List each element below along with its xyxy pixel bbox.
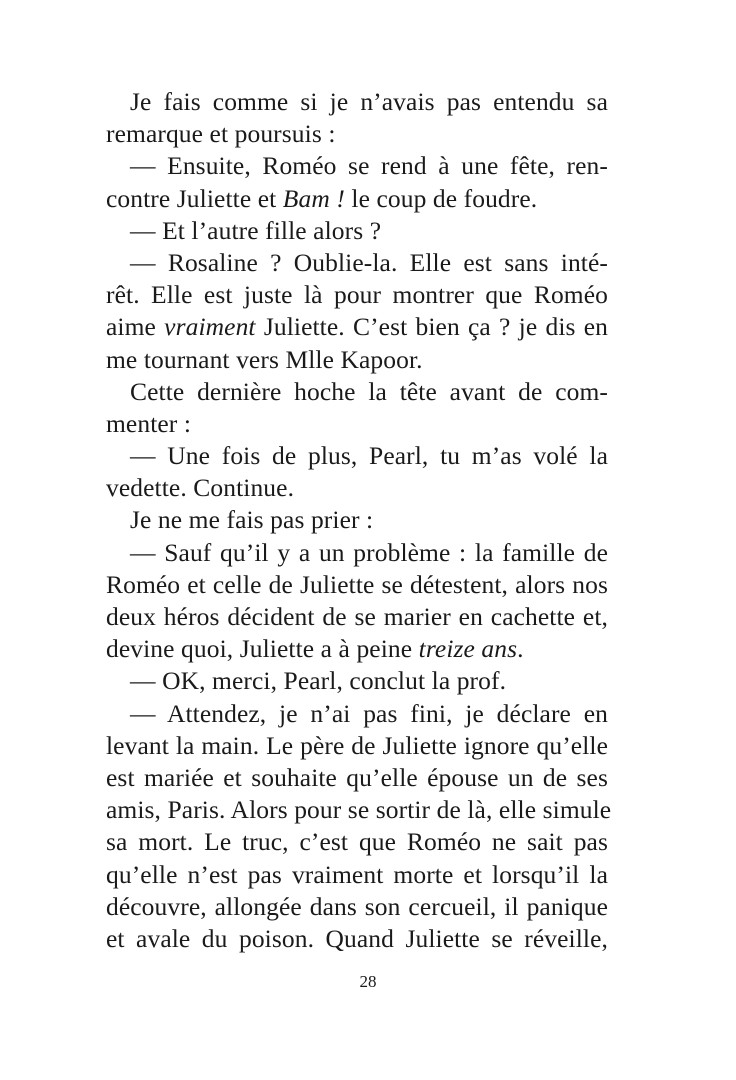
body-text (106, 86, 612, 955)
text-line: découvre, allongée dans son cercueil, il panique (106, 891, 608, 921)
text-line: deux héros décident de se marier en cachette et, (106, 602, 608, 631)
text-segment: aime (106, 312, 165, 342)
text-line: — OK, merci, Pearl, conclut la prof. (130, 666, 507, 696)
text-line (106, 183, 608, 215)
text-line: Cette dernière hoche la tête avant de com- (130, 376, 608, 406)
text-line: rêt. Elle est juste là pour montrer que Roméo (106, 280, 608, 310)
text-line: Je fais comme si je n’avais pas entendu sa (130, 87, 608, 116)
text-segment: devine quoi, Juliette a à peine (106, 634, 419, 664)
text-line: — Rosaline ? Oublie-la. Elle est sans inté- (130, 247, 608, 277)
text-line: Je ne me fais pas prier : (130, 505, 374, 535)
text-segment: contre Juliette et (106, 183, 283, 213)
page-number: 28 (359, 972, 377, 991)
text-line: — Une fois de plus, Pearl, tu m’as volé la (130, 441, 608, 471)
text-line: — Sauf qu’il y a un problème : la famille de (130, 537, 608, 567)
text-line (106, 633, 608, 665)
text-line: et avale du poison. Quand Juliette se réveille, (106, 923, 608, 953)
text-line: est mariée et souhaite qu’elle épouse un de ses (106, 762, 608, 792)
text-segment: . (517, 634, 524, 664)
text-line: remarque et poursuis : (106, 119, 336, 149)
text-line: menter : (106, 408, 192, 438)
text-line: amis, Paris. Alors pour se sortir de là, elle simule (106, 795, 612, 825)
text-segment: le coup de foudre. (344, 183, 538, 213)
text-line: qu’elle n’est pas vraiment morte et lorsqu’il la (106, 859, 608, 889)
italic-text: Bam ! (282, 183, 345, 213)
text-line: levant la main. Le père de Juliette ignore qu’elle (106, 730, 608, 760)
text-line (106, 311, 608, 343)
italic-text: treize ans (418, 634, 518, 664)
text-line: vedette. Continue. (106, 473, 295, 503)
italic-text: vraiment (164, 312, 256, 342)
text-line: — Ensuite, Roméo se rend à une fête, ren- (130, 151, 608, 181)
text-line: — Et l’autre fille alors ? (130, 215, 382, 245)
text-line: Roméo et celle de Juliette se détestent, alors nos (106, 569, 608, 599)
text-line: me tournant vers Mlle Kapoor. (106, 344, 423, 374)
text-line: sa mort. Le truc, c’est que Roméo ne sait pas (106, 827, 608, 857)
text-line: — Attendez, je n’ai pas fini, je déclare en (130, 698, 608, 728)
text-segment: Juliette. C’est bien ça ? je dis en (255, 312, 608, 342)
